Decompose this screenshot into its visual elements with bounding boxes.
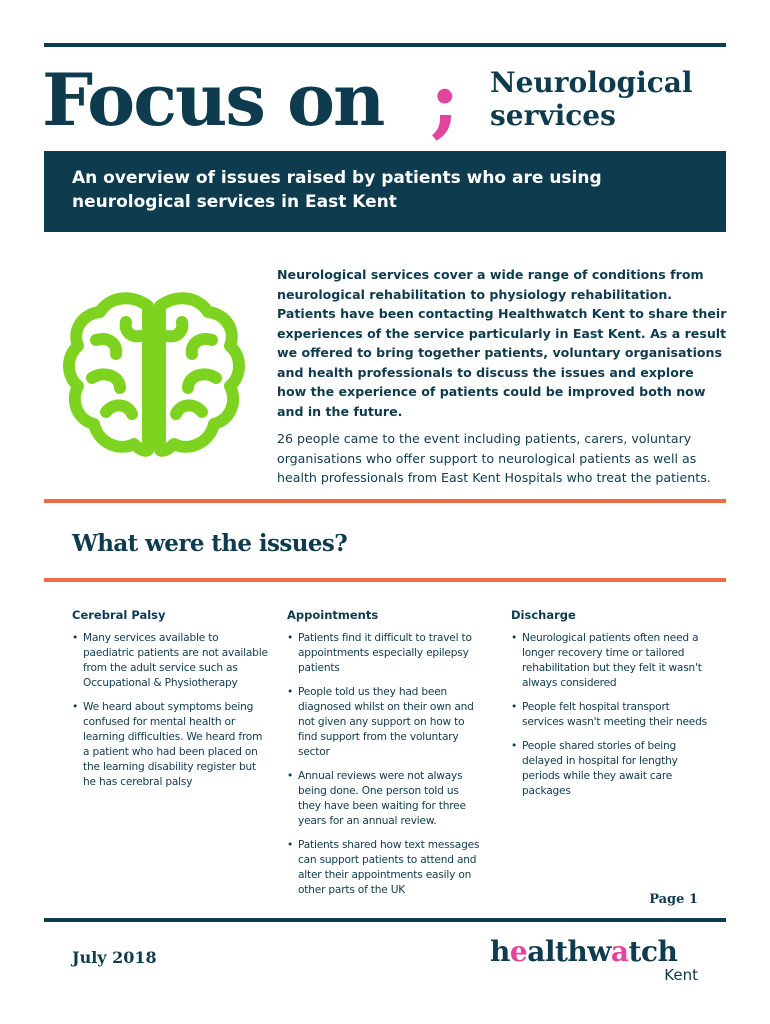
- logo-text-part: althw: [527, 935, 611, 968]
- column-title: Appointments: [287, 608, 379, 622]
- issue-list: [287, 631, 483, 898]
- list-item-text: Neurological patients often need a longer recovery time or tailored rehabilitation but they felt it wasn't always considered: [522, 632, 702, 689]
- list-item: [511, 631, 707, 691]
- column-title: Discharge: [511, 608, 576, 622]
- top-rule: [44, 43, 726, 47]
- focus-on-title: Focus on: [42, 57, 384, 142]
- intro-section: [277, 265, 727, 488]
- list-item: [72, 631, 268, 691]
- overview-text: An overview of issues raised by patients who are using neurological services in East Kent: [72, 168, 602, 212]
- list-item: [287, 769, 483, 829]
- column-title: Cerebral Palsy: [72, 608, 166, 622]
- issue-column-cerebral-palsy: [72, 608, 268, 799]
- list-item: [511, 700, 707, 730]
- logo-accent-letter: a: [610, 935, 629, 968]
- bullet-icon: •: [287, 632, 294, 644]
- logo-text-part: tch: [628, 935, 678, 968]
- list-item-text: People told us they had been diagnosed whilst on their own and not given any support on how to find support from the voluntary sector: [298, 686, 474, 758]
- list-item-text: People shared stories of being delayed in hospital for lengthy periods while they await care packages: [522, 740, 678, 797]
- issue-column-discharge: [511, 608, 707, 808]
- bullet-icon: •: [287, 839, 294, 851]
- publication-date: July 2018: [72, 948, 157, 967]
- list-item-text: Annual reviews were not always being done. One person told us they have been waiting for three years for an annual review.: [298, 770, 466, 827]
- list-item-text: Patients shared how text messages can support patients to attend and alter their appointments easily on other parts of the UK: [298, 839, 480, 896]
- bullet-icon: •: [287, 770, 294, 782]
- healthwatch-kent-logo: [490, 936, 700, 986]
- issue-list: [511, 631, 707, 799]
- bottom-rule: [44, 918, 726, 922]
- intro-body-paragraph: 26 people came to the event including patients, carers, voluntary organisations who offer support to neurological patients as well as health professionals from East Kent Hospitals who treat the patients.: [277, 431, 711, 485]
- logo-wordmark: [490, 936, 677, 968]
- bullet-icon: •: [72, 701, 79, 713]
- list-item-text: We heard about symptoms being confused for mental health or learning difficulties. We heard from a patient who had been placed on the learning disability register but he has cerebral palsy: [83, 701, 263, 788]
- bullet-icon: •: [511, 632, 518, 644]
- bullet-icon: •: [72, 632, 79, 644]
- bullet-icon: •: [511, 701, 518, 713]
- logo-accent-letter: e: [509, 935, 528, 968]
- list-item: [287, 838, 483, 898]
- semicolon-mark: ;: [430, 53, 460, 147]
- list-item-text: People felt hospital transport services wasn't meeting their needs: [522, 701, 707, 728]
- list-item: [287, 631, 483, 676]
- issues-heading: What were the issues?: [72, 530, 348, 557]
- subject-title: Neurological services: [490, 66, 693, 132]
- logo-region: Kent: [664, 966, 698, 984]
- orange-divider-bottom: [44, 578, 726, 582]
- list-item: [511, 739, 707, 799]
- issue-column-appointments: [287, 608, 483, 907]
- bullet-icon: •: [287, 686, 294, 698]
- page-number: Page 1: [649, 892, 698, 907]
- list-item: [287, 685, 483, 760]
- overview-banner: [44, 151, 726, 232]
- brain-icon: [62, 286, 246, 470]
- list-item-text: Patients find it difficult to travel to appointments especially epilepsy patients: [298, 632, 472, 674]
- bullet-icon: •: [511, 740, 518, 752]
- intro-lead-paragraph: Neurological services cover a wide range of conditions from neurological rehabilitation to physiology rehabilitation. Patients have been contacting Healthwatch Kent to share their experiences of the service particularly in East Kent. As a result we offered to bring together patients, voluntary organisations and health professionals to discuss the issues and explore how the experience of patients could be improved both now and in the future.: [277, 267, 727, 419]
- orange-divider-top: [44, 499, 726, 503]
- logo-text-part: h: [490, 935, 510, 968]
- issue-list: [72, 631, 268, 790]
- list-item: [72, 700, 268, 790]
- list-item-text: Many services available to paediatric patients are not available from the adult service such as Occupational & Physiotherapy: [83, 632, 268, 689]
